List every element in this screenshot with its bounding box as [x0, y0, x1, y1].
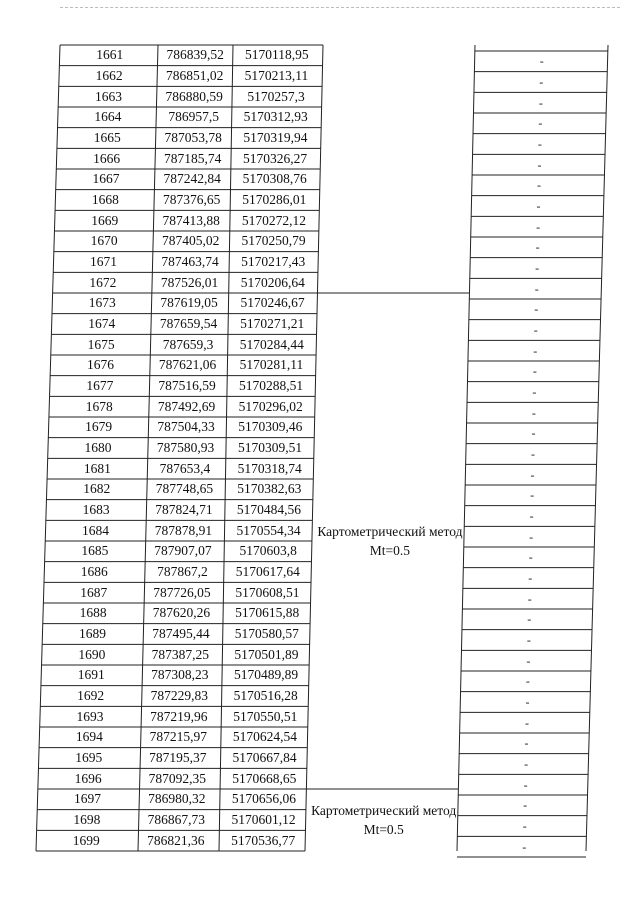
value-cell: -: [526, 633, 531, 647]
value-cell: -: [522, 839, 527, 854]
coordinate-x: 787463,74: [161, 254, 219, 269]
point-number: 1676: [86, 357, 114, 373]
coordinate-y: 5170250,79: [241, 233, 306, 249]
value-cell: -: [531, 405, 536, 420]
point-number: 1662: [95, 68, 123, 83]
coordinate-x: 787219,96: [150, 708, 208, 724]
coordinate-y: 5170296,02: [238, 398, 303, 414]
point-number: 1678: [85, 398, 113, 414]
point-number: 1671: [90, 254, 118, 269]
value-cell: -: [537, 178, 541, 193]
coordinate-y: 5170326,27: [242, 150, 308, 166]
coordinate-x: 787185,74: [163, 150, 222, 166]
point-number: 1679: [85, 419, 113, 435]
coordinate-y: 5170601,12: [231, 812, 296, 827]
coordinate-y: 5170617,64: [235, 564, 300, 579]
value-cell: -: [539, 75, 544, 89]
point-number: 1673: [88, 295, 116, 311]
point-number: 1680: [84, 440, 112, 455]
value-cell: -: [523, 798, 528, 813]
point-number: 1698: [73, 812, 101, 827]
coordinate-x: 786980,32: [148, 791, 206, 807]
coordinate-x: 787387,25: [151, 646, 210, 662]
coordinate-y: 5170501,89: [234, 646, 299, 662]
point-number: 1691: [77, 667, 105, 683]
value-cell: -: [538, 116, 543, 131]
point-number: 1699: [72, 832, 100, 848]
coordinate-y: 5170550,51: [233, 708, 298, 724]
value-cell: -: [535, 240, 540, 255]
coordinate-x: 787580,93: [156, 440, 215, 455]
value-cell: -: [538, 95, 543, 110]
coordinate-y: 5170382,63: [237, 481, 302, 497]
coordinate-x: 786867,73: [147, 812, 205, 827]
coordinate-y: 5170668,65: [232, 770, 297, 786]
value-cell: -: [522, 819, 527, 833]
point-number: 1684: [82, 522, 110, 538]
coordinate-y: 5170246,67: [240, 295, 305, 311]
coordinate-x: 787726,05: [153, 584, 211, 600]
point-number: 1672: [89, 274, 117, 290]
point-number: 1682: [83, 481, 111, 497]
value-cell: -: [533, 323, 538, 337]
coordinate-x: 787748,65: [155, 481, 214, 497]
coordinate-x: 787659,54: [159, 316, 218, 331]
coordinate-x: 787619,05: [160, 295, 218, 311]
point-number: 1693: [76, 708, 104, 724]
point-number: 1694: [75, 729, 103, 745]
method-cell: Картометрический метод Mt=0.5: [317, 524, 463, 558]
coordinate-x: 787092,35: [148, 770, 206, 786]
point-number: 1696: [74, 770, 102, 786]
value-cell: -: [527, 612, 532, 627]
point-number: 1665: [93, 130, 121, 145]
coordinate-x: 787516,59: [158, 378, 216, 393]
point-number: 1683: [82, 502, 110, 517]
coordinate-x: 787413,88: [162, 212, 220, 228]
coordinate-x: 787504,33: [157, 419, 215, 435]
point-number: 1695: [75, 750, 103, 765]
coordinate-y: 5170271,21: [240, 316, 305, 331]
point-number: 1697: [74, 791, 102, 807]
coordinate-x: 787907,07: [154, 543, 212, 559]
value-cell: -: [525, 674, 530, 689]
coordinate-y: 5170309,51: [237, 440, 303, 455]
coordinate-y: 5170257,3: [247, 88, 305, 104]
coordinate-x: 787495,44: [152, 626, 210, 641]
point-number: 1674: [88, 316, 116, 331]
coordinate-y: 5170318,74: [237, 460, 302, 476]
value-cell: -: [532, 385, 537, 399]
coordinate-y: 5170603,8: [239, 543, 297, 559]
coordinate-x: 786821,36: [147, 832, 205, 848]
value-cell: -: [531, 426, 536, 441]
coordinate-y: 5170118,95: [245, 47, 309, 63]
point-number: 1677: [86, 378, 114, 393]
coordinate-x: 787653,4: [159, 460, 211, 476]
value-cell: -: [539, 54, 544, 69]
coordinate-y: 5170580,57: [234, 626, 299, 641]
coordinate-y: 5170516,28: [233, 688, 298, 703]
coordinate-x: 787824,71: [155, 502, 213, 517]
coordinate-y: 5170484,56: [236, 502, 301, 517]
coordinate-x: 787492,69: [157, 398, 216, 414]
point-number: 1689: [78, 626, 106, 641]
point-number: 1688: [79, 605, 107, 621]
coordinate-x: 787620,26: [152, 605, 211, 621]
value-cell: -: [533, 343, 538, 358]
coordinate-y: 5170312,93: [243, 109, 308, 125]
coordinate-x: 787195,37: [149, 750, 207, 765]
coordinate-y: 5170656,06: [231, 791, 296, 807]
point-number: 1681: [83, 460, 111, 476]
coordinate-x: 786851,02: [166, 68, 224, 83]
coordinate-y: 5170217,43: [241, 254, 306, 269]
value-cell: -: [534, 302, 539, 317]
coordinate-x: 786839,52: [166, 47, 224, 63]
coordinate-y: 5170284,44: [239, 336, 304, 352]
point-number: 1686: [80, 564, 108, 579]
coordinate-x: 787878,91: [154, 522, 213, 538]
coordinate-x: 787659,3: [162, 336, 214, 352]
value-cell: -: [524, 736, 529, 751]
value-cell: -: [525, 695, 530, 709]
point-number: 1667: [92, 171, 120, 187]
coordinate-y: 5170608,51: [235, 584, 300, 600]
point-number: 1670: [90, 233, 118, 249]
point-number: 1687: [80, 584, 108, 600]
point-number: 1690: [78, 646, 106, 662]
point-number: 1692: [77, 688, 105, 703]
coordinate-y: 5170554,34: [236, 522, 301, 538]
coordinate-y: 5170319,94: [243, 130, 308, 145]
coordinate-y: 5170624,54: [232, 729, 298, 745]
value-cell: -: [537, 157, 542, 172]
coordinate-x: 787229,83: [150, 688, 209, 703]
value-cell: -: [530, 467, 535, 482]
value-cell: -: [528, 571, 533, 585]
coordinate-x: 787405,02: [161, 233, 220, 249]
value-cell: -: [532, 364, 537, 379]
value-cell: -: [536, 199, 541, 213]
coordinate-x: 787215,97: [149, 729, 207, 745]
coordinate-x: 787242,84: [163, 171, 221, 187]
coordinate-x: 786880,59: [165, 88, 223, 104]
value-cell: -: [526, 653, 531, 668]
value-cell: -: [535, 261, 540, 275]
point-number: 1668: [91, 192, 119, 207]
coordinate-x: 786957,5: [168, 109, 220, 125]
value-cell: -: [536, 219, 541, 234]
point-number: 1675: [87, 336, 115, 352]
coordinate-y: 5170288,51: [239, 378, 304, 393]
value-cell: -: [529, 529, 534, 544]
point-number: 1669: [91, 212, 119, 228]
point-number: 1664: [94, 109, 122, 125]
value-cell: -: [531, 447, 535, 461]
value-cell: -: [528, 550, 533, 565]
coordinate-y: 5170213,11: [244, 68, 309, 83]
value-cell: -: [530, 488, 535, 503]
coordinate-y: 5170489,89: [233, 667, 299, 683]
coordinate-y: 5170615,88: [235, 605, 300, 621]
value-cell: -: [524, 757, 529, 771]
method-cell: Картометрический метод Mt=0.5: [311, 803, 457, 837]
coordinate-y: 5170309,46: [238, 419, 303, 435]
coordinate-y: 5170272,12: [241, 212, 306, 228]
coordinate-y: 5170281,11: [239, 357, 304, 373]
coordinate-x: 787621,06: [158, 357, 217, 373]
point-number: 1666: [93, 150, 121, 166]
coordinate-x: 787867,2: [157, 564, 208, 579]
coordinate-x: 787376,65: [162, 192, 221, 207]
value-cell: -: [525, 715, 529, 730]
coordinate-x: 787526,01: [160, 274, 219, 290]
coordinate-y: 5170206,64: [240, 274, 305, 290]
point-number: 1685: [81, 543, 109, 559]
coordinate-y: 5170286,01: [242, 192, 307, 207]
point-number: 1661: [96, 47, 124, 63]
value-cell: -: [527, 591, 532, 606]
coordinate-y: 5170536,77: [231, 832, 296, 848]
value-cell: -: [523, 777, 528, 792]
point-number: 1663: [94, 88, 122, 104]
coordinate-y: 5170308,76: [242, 171, 307, 187]
value-cell: -: [534, 281, 539, 296]
coordinate-y: 5170667,84: [232, 750, 297, 765]
coordinate-x: 787308,23: [151, 667, 209, 683]
value-cell: -: [529, 509, 534, 523]
coordinate-x: 787053,78: [164, 130, 222, 145]
value-cell: -: [537, 137, 542, 151]
